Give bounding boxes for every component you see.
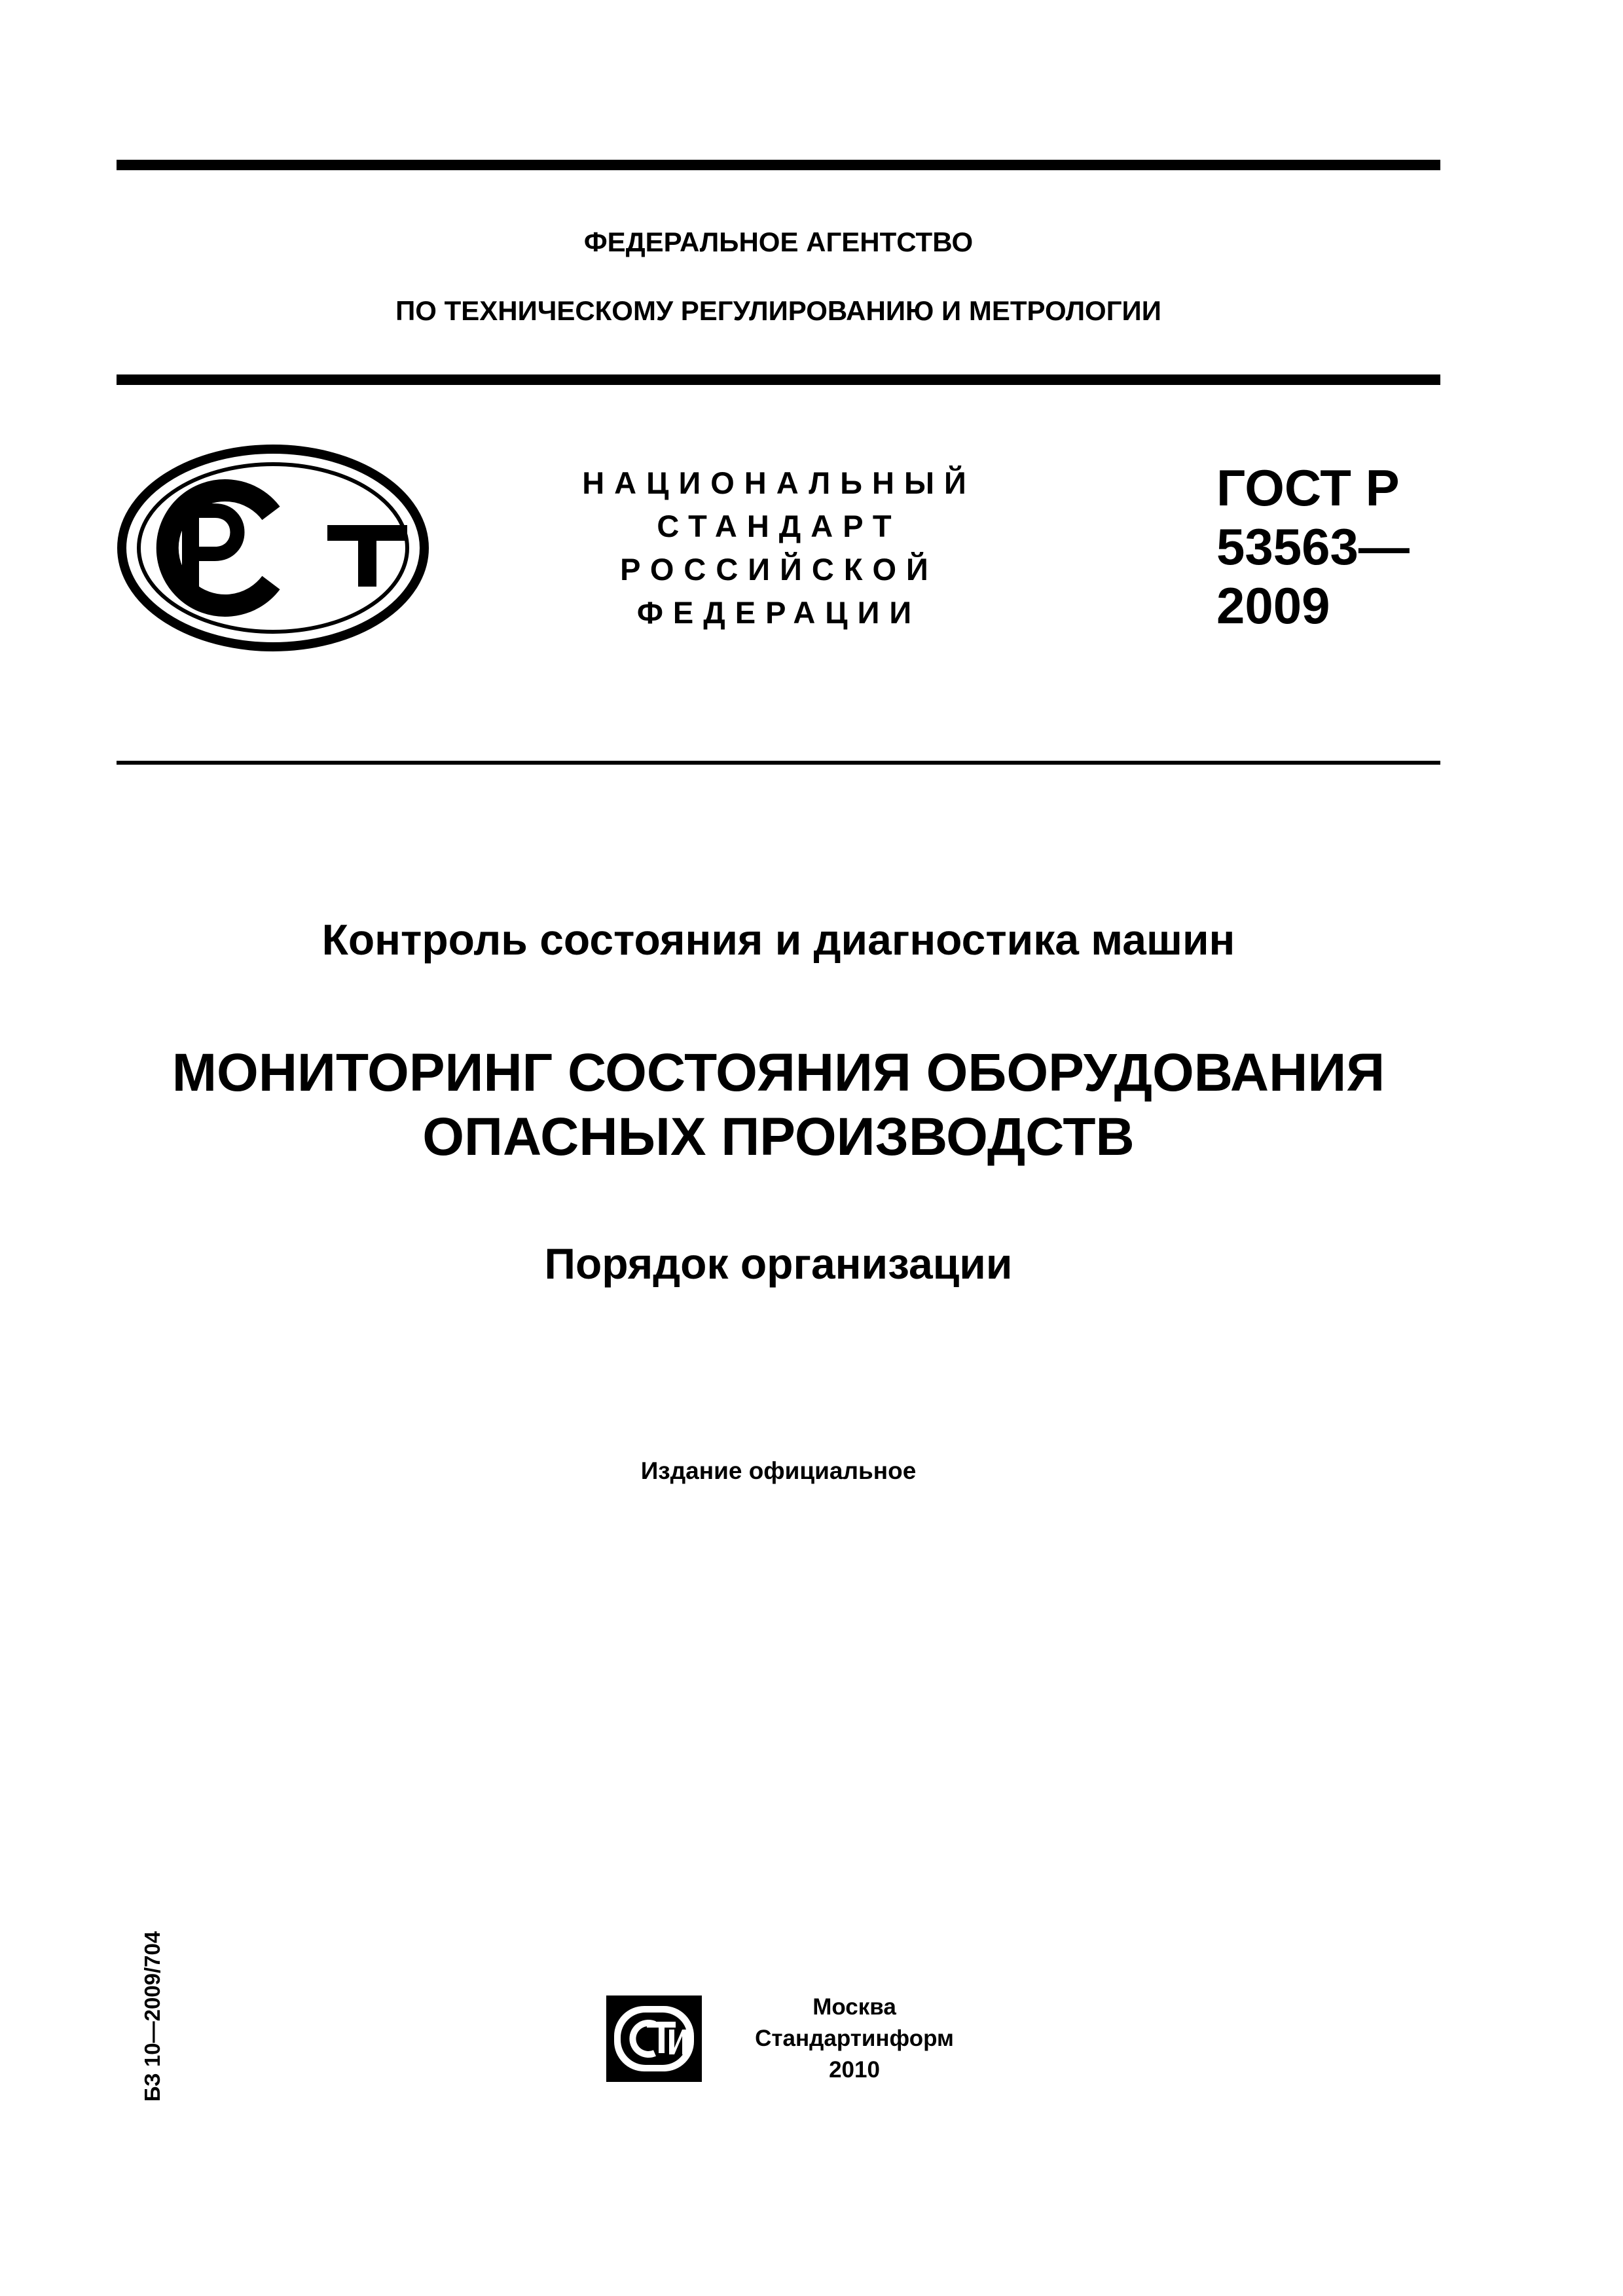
agency-name-line-2: ПО ТЕХНИЧЕСКОМУ РЕГУЛИРОВАНИЮ И МЕТРОЛОГИИ	[395, 295, 1161, 326]
gost-code-line: 53563—	[1216, 518, 1410, 575]
national-line: ФЕДЕРАЦИИ	[636, 595, 922, 630]
side-catalog-code-text: БЗ 10—2009/704	[140, 1931, 164, 2102]
gost-code-line: ГОСТ Р	[1216, 459, 1400, 517]
standartinform-logo-icon	[606, 1995, 702, 2082]
national-line: РОССИЙСКОЙ	[620, 552, 938, 587]
main-title-line: МОНИТОРИНГ СОСТОЯНИЯ ОБОРУДОВАНИЯ	[172, 1043, 1385, 1102]
publisher-name: Стандартинформ	[755, 2026, 954, 2051]
publisher-city: Москва	[812, 1994, 896, 2020]
document-subtitle: Порядок организации	[544, 1239, 1013, 1288]
gost-code-line: 2009	[1216, 577, 1330, 634]
bottom-rule	[117, 761, 1440, 765]
agency-name-line-1: ФЕДЕРАЛЬНОЕ АГЕНТСТВО	[583, 227, 974, 257]
publication-year: 2010	[829, 2057, 880, 2083]
gost-designation	[1216, 458, 1410, 635]
national-standard-label	[530, 462, 1028, 634]
document-subject: Контроль состояния и диагностика машин	[321, 915, 1235, 964]
rst-conformity-mark-icon	[117, 444, 429, 652]
document-main-title	[117, 1041, 1440, 1169]
edition-label: Издание официальное	[640, 1457, 917, 1484]
middle-rule	[117, 374, 1440, 385]
main-title-line: ОПАСНЫХ ПРОИЗВОДСТВ	[422, 1107, 1135, 1167]
publisher-imprint	[723, 1992, 985, 2086]
side-catalog-code	[133, 1899, 172, 2134]
top-rule	[117, 160, 1440, 170]
national-line: НАЦИОНАЛЬНЫЙ	[582, 465, 976, 500]
national-line: СТАНДАРТ	[657, 509, 902, 543]
